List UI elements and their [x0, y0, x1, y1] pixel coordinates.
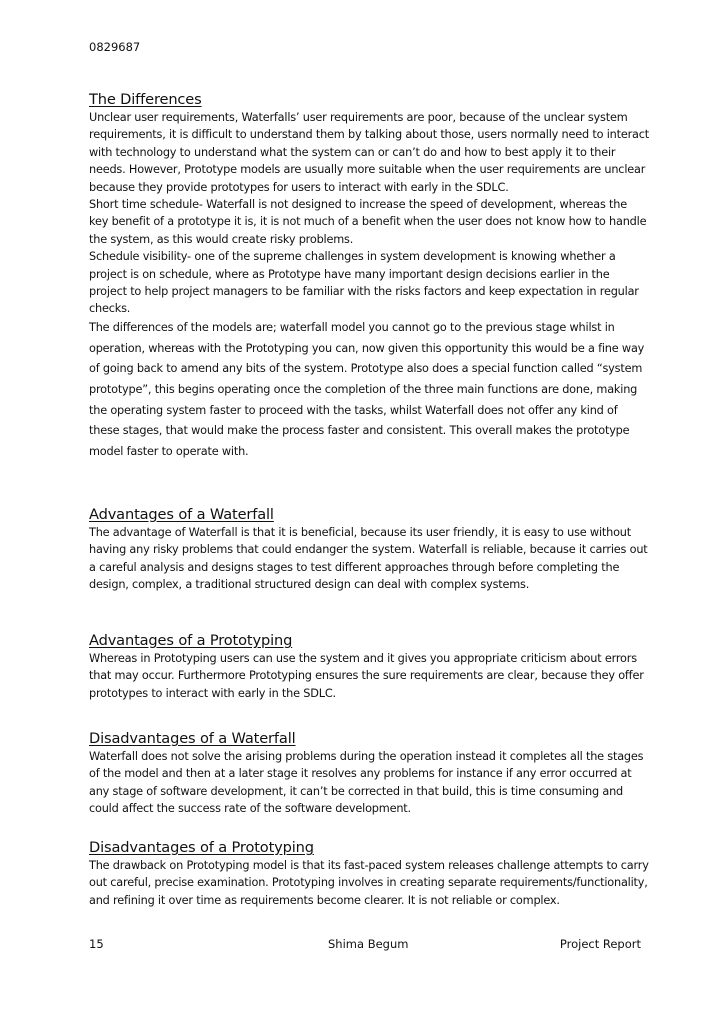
paragraph: Schedule visibility- one of the supreme challenges in system development is knowing whether a project is on schedule, where as Prototype have many important design decisions earlier in the project to help project managers to be familiar with the risks factors and keep expectation in regular checks. — [89, 250, 639, 316]
page-number: 15 — [89, 937, 104, 951]
section-disadvantages-prototyping — [89, 839, 649, 909]
paragraph: The advantage of Waterfall is that it is beneficial, because its user friendly, it is easy to use without having any risky problems that could endanger the system. Waterfall is reliable, because it carries out a careful analysis and designs stages to test different approaches through before completing the design, complex, a traditional structured design can deal with complex systems. — [89, 526, 648, 592]
section-advantages-prototyping — [89, 632, 649, 702]
section-heading: Advantages of a Prototyping — [89, 632, 293, 649]
paragraph: Waterfall does not solve the arising problems during the operation instead it completes all the stages of the model and then at a later stage it resolves any problems for instance if any error occurred at any stage of software development, it can’t be corrected in that build, this is time consuming and could affect the success rate of the software development. — [89, 750, 644, 816]
paragraph: Whereas in Prototyping users can use the system and it gives you appropriate criticism about errors that may occur. Furthermore Prototyping ensures the sure requirements are clear, because they offer prototypes to interact with early in the SDLC. — [89, 652, 644, 700]
footer-doc-title: Project Report — [559, 937, 641, 951]
section-advantages-waterfall — [89, 506, 649, 594]
section-heading: Advantages of a Waterfall — [89, 506, 274, 523]
section-heading: The Differences — [89, 91, 202, 108]
paragraph: The differences of the models are; waterfall model you cannot go to the previous stage whilst in operation, whereas with the Prototyping you can, now given this opportunity this would be a fine way of going back to amend any bits of the system. Prototype also does a special function called “system prototype”, this begins operating once the completion of the three main functions are done, making the operating system faster to proceed with the tasks, whilst Waterfall does not offer any kind of these stages, that would make the process faster and consistent. This overall makes the prototype model faster to operate with. — [89, 320, 645, 459]
section-disadvantages-waterfall — [89, 730, 649, 818]
section-differences — [89, 91, 649, 463]
document-id: 0829687 — [89, 40, 141, 54]
paragraph: The drawback on Prototyping model is that its fast-paced system releases challenge attempts to carry out careful, precise examination. Prototyping involves in creating separate requirements/functionality, and refining it over time as requirements become clearer. It is not reliable or complex. — [89, 859, 649, 907]
paragraph: Short time schedule- Waterfall is not designed to increase the speed of development, whereas the key benefit of a prototype it is, it is not much of a benefit when the user does not know how to handle the system, as this would create risky problems. — [89, 198, 647, 246]
footer-author: Shima Begum — [328, 937, 409, 951]
section-heading: Disadvantages of a Prototyping — [89, 839, 314, 856]
section-heading: Disadvantages of a Waterfall — [89, 730, 296, 747]
paragraph: Unclear user requirements, Waterfalls’ user requirements are poor, because of the unclear system requirements, it is difficult to understand them by talking about those, users normally need to interact with technology to understand what the system can or can’t do and how to best apply it to their needs. However, Prototype models are usually more suitable when the user requirements are unclear because they provide prototypes for users to interact with early in the SDLC. — [89, 111, 649, 194]
